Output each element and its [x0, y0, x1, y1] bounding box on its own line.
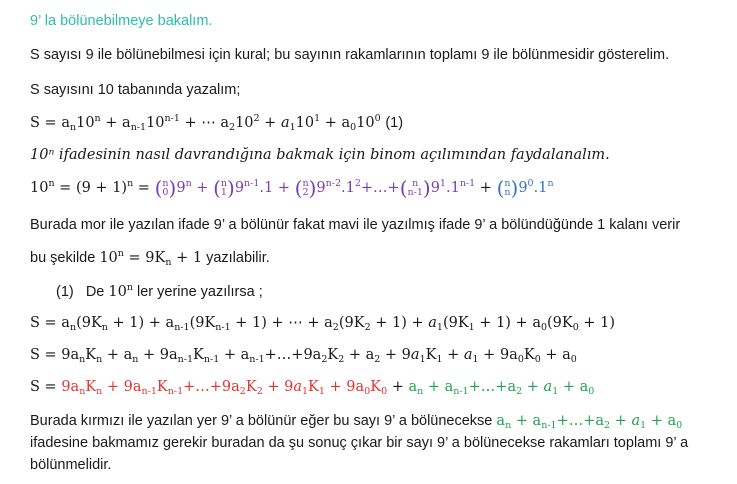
red-terms: $9a_nK_n$ + $9a_{n-1}K_{n-1}+\dots+9a_2K_2 + 9a_1K_1 + 9a_0K_0$ — [61, 379, 388, 397]
equation-grouped: $S = 9a_nK_n$ + $9a_{n-1}K_{n-1}+\dots+9a_2K_2 + 9a_1K_1 + 9a_0K_0 + a_n$ + $a_{n-1}+\dots+a_2 + a_1 + a_0$ — [30, 379, 595, 397]
green-terms: $a_n$ + $a_{n-1}+\dots+a_2 + a_1 + a_0$ — [408, 379, 595, 397]
step-1: (1) De 10$^n$ ler yerine yazılırsa ; — [56, 282, 263, 300]
binom-note: 10ⁿ ifadesinin nasıl davrandığına bakmak için binom açılımından faydalanalım. — [30, 147, 610, 163]
purple-terms: ( n 0 )$9^n$ + ( n 1 )$9^{n-1}.1$ + ( n 2 )$9^{n-2}.1^2+\dots+$( n n-1 )$9^1.1^{n-1}$ — [154, 176, 476, 200]
conclusion-a: Burada kırmızı ile yazılan yer 9’ a bölünür eğer bu sayı 9’ a bölünecekse — [30, 413, 493, 429]
green-sum: $a_n$ + $a_{n-1}+\dots+a_2 + a_1 + a_0$ — [496, 413, 683, 431]
intro-text: S sayısı 9 ile bölünebilmesi için kural; bu sayının rakamlarının toplamı 9 ile bölünmesidir gösterelim. — [30, 47, 670, 63]
base10-label: S sayısını 10 tabanında yazalım; — [30, 82, 241, 98]
equation-1-number: (1) — [385, 115, 404, 131]
equation-substituted: $S = a_n(9K_n + 1) + a_{n-1}(9K_{n-1} + 1)$ + ⋯ + $a_2(9K_2 + 1) + a_1(9K_1 + 1) + a_0(9K_0 + 1)$ — [30, 315, 616, 333]
conclusion-line-3: bölünmelidir. — [30, 457, 112, 473]
explanation-2-suffix: yazılabilir. — [206, 250, 270, 266]
binomial-expansion: $10^n = (9 + 1)^n$ = ( n 0 )$9^n$ + ( n 1 )$9^{n-1}.1$ + ( n 2 )$9^{n-2}.1^2+\dots+$( n n-1 )$9^1.1^{n-1}$ + ( n n )$9^0.1^n$ — [30, 176, 554, 200]
heading: 9’ la bölünebilmeye bakalım. — [30, 13, 213, 29]
explanation-1: Burada mor ile yazılan ifade 9’ a bölünür fakat mavi ile yazılmış ifade 9’ a bölündüğünde 1 kalanı verir — [30, 217, 681, 233]
equation-expanded: $S = 9a_nK_n + a_n + 9a_{n-1}K_{n-1}$ + $a_{n-1}+\dots+9a_2K_2 + a_2 + 9a_1K_1 + a_1 + 9a_0K_0 + a_0$ — [30, 347, 577, 365]
step-1-number: (1) — [56, 284, 74, 300]
equation-1: $S = a_n10^n + a_{n-1}10^{n-1}$ + ⋯ $a_210^2 + a_110^1 + a_010^0$ (1) — [30, 113, 404, 133]
equation-1-lhs: S = — [30, 115, 62, 131]
step-1-text-b: ler yerine yazılırsa ; — [137, 284, 263, 300]
conclusion-line-1 — [30, 411, 682, 431]
conclusion-line-2: ifadesine bakmamız gerekir buradan da şu sonuç çıkar bir sayı 9’ a bölünecekse rakamları toplamı 9’ a — [30, 435, 689, 451]
explanation-2-prefix: bu şekilde — [30, 250, 96, 266]
step-1-text-a: De — [85, 284, 105, 300]
explanation-2: bu şekilde $10^n = 9K_n + 1$ yazılabilir. — [30, 248, 270, 268]
blue-term: ( n n )$9^0.1^n$ — [496, 176, 554, 200]
